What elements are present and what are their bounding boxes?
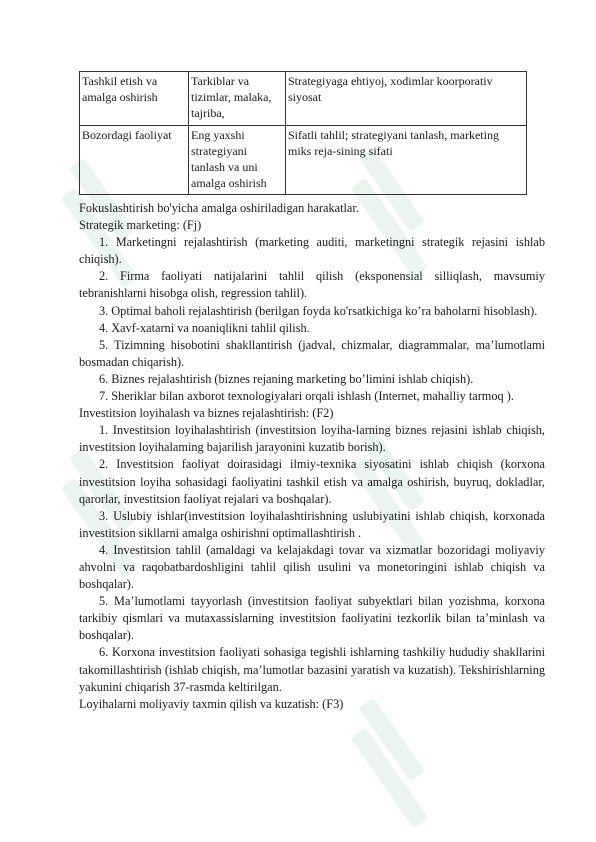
table-row — [80, 72, 527, 126]
list-item: 6. Biznes rejalashtirish (biznes rejaning marketing bo’limini ishlab chiqish). — [99, 371, 474, 386]
table-cell: Tashkil etish va amalga oshirish — [80, 72, 189, 126]
strategy-table — [79, 71, 527, 195]
list-item: 3. Uslubiy ishlar(investitsion loyihalashtirishning uslubiyatini ishlab chiqish, korxonada investitsion sikllarni amalga oshirishni optimallashtirish . — [79, 508, 545, 540]
table-cell: Bozordagi faoliyat — [80, 126, 189, 195]
list-item: 5. Ma’lumotlami tayyorlash (investitsion faoliyat subyektlari bilan yozishma, korxona tarkibiy qismlari va mutaxassislarning investitsion faoliyatini tezkorlik bilan ta’minlash va boshqalar). — [79, 594, 545, 643]
section-heading: Investitsion loyihalash va biznes rejalashtirish: (F2) — [79, 406, 334, 421]
list-item: 1. Investitsion loyihalashtirish (investitsion loyiha-larning biznes rejasini ishlab chiqish, investitsion loyihalaming bajarilish jarayonini kuzatib borish). — [79, 423, 545, 455]
table-cell: Tarkiblar va tizimlar, malaka, tajriba, — [189, 72, 286, 126]
list-item: 7. Sheriklar bilan axborot texnologiyalari orqali ishlash (Internet, mahalliy tarmoq ). — [99, 389, 514, 404]
table-cell: Strategiyaga ehtiyoj, xodimlar koorporativ siyosat — [286, 72, 527, 126]
list-item: 6. Korxona investitsion faoliyati sohasiga tegishli ishlarning tashkiliy hududiy shakllarini takomillashtirish (ishlab chiqish, ma’lumotlar bazasini yaratish va kuzatish). Tekshirishlarning yakunini chiqarish 37-rasmda keltirilgan. — [79, 645, 545, 694]
list-item: 2. Investitsion faoliyat doirasidagi ilmiy-texnika siyosatini ishlab chiqish (korxona investitsion loyiha sohasidagi faoliyatini tashkil etish va amalga oshirish, buyruq, dokladlar, qarorlar, investitsion faoliyat rejalari va boshqalar). — [79, 457, 545, 506]
body-text — [79, 200, 545, 713]
list-item: 4. Xavf-xatarni va noaniqlikni tahlil qilish. — [99, 320, 310, 335]
table-cell: Sifatli tahlil; strategiyani tanlash, marketing miks reja-sining sifati — [286, 126, 527, 195]
paragraph: Fokuslashtirish bo'yicha amalga oshiriladigan harakatlar. — [79, 201, 359, 215]
list-item: 2. Firma faoliyati natijalarini tahlil qilish (eksponensial silliqlash, mavsumiy tebranishlarni hisobga olish, regression tahlil). — [79, 269, 545, 301]
list-item: 1. Marketingni rejalashtirish (marketing auditi, marketingni strategik rejasini ishlab chiqish). — [79, 235, 545, 267]
table-cell: Eng yaxshi strategiyani tanlash va uni amalga oshirish — [189, 126, 286, 195]
section-heading: Strategik marketing: (Fj) — [79, 218, 202, 233]
section-heading: Loyihalarni moliyaviy taxmin qilish va kuzatish: (F3) — [79, 696, 344, 711]
list-item: 3. Optimal baholi rejalashtirish (berilgan foyda ko'rsatkichiga ko’ra baholarni hisoblash). — [99, 303, 538, 318]
table-row — [80, 126, 527, 195]
list-item: 5. Tizimning hisobotini shakllantirish (jadval, chizmalar, diagrammalar, ma’lumotlami bosmadan chiqarish). — [79, 337, 545, 369]
list-item: 4. Investitsion tahlil (amaldagi va kelajakdagi tovar va xizmatlar bozoridagi moliyaviy ahvolni va raqobatbardoshligini tahlil qilish usulini va monetoringini ishlab chiqish va boshqalar). — [79, 542, 545, 592]
